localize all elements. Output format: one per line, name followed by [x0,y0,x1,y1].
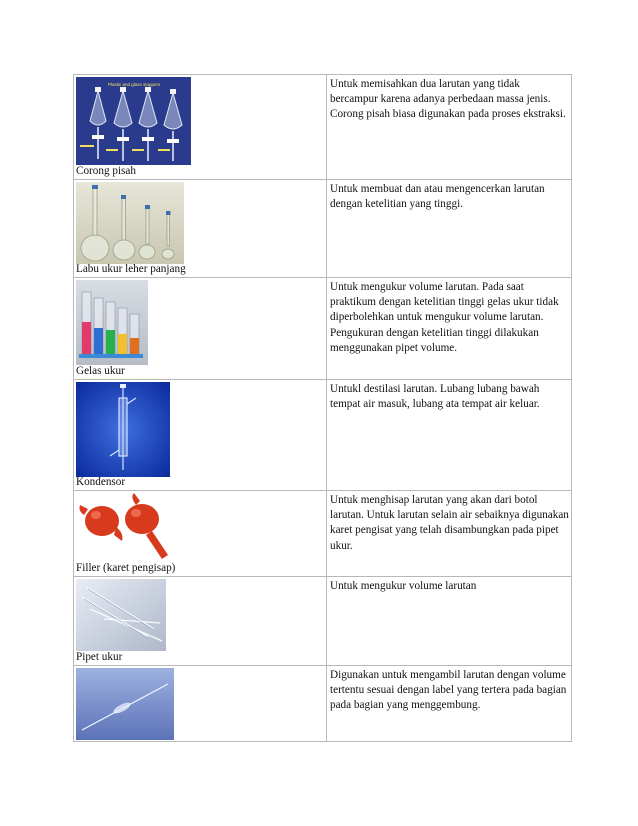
pipette-filler-image [76,493,176,563]
table-row [74,380,572,491]
measuring-pipette-image [76,579,166,651]
volumetric-pipette-image [76,668,174,740]
equipment-table [73,74,572,742]
equipment-name: Pipet ukur [76,651,123,663]
image-cell [74,278,327,380]
table-row [74,577,572,666]
equipment-name: Labu ukur leher panjang [76,263,186,275]
description-cell: Untuk mengukur volume larutan [327,577,572,666]
equipment-name: Corong pisah [76,165,136,177]
description-cell: Untuk menghisap larutan yang akan dari botol larutan. Untuk larutan selain air sebaiknya digunakan karet pengisat yang telah disambungkan pada pipet ukur. [327,491,572,577]
table-row [74,180,572,278]
table-row [74,75,572,180]
table-row [74,491,572,577]
image-cell [74,380,327,491]
table-row [74,666,572,742]
description-cell: Untuk mengukur volume larutan. Pada saat praktikum dengan ketelitian tinggi gelas ukur tidak diperbolehkan untuk mengukur volume larutan. Pengukuran dengan ketelitian tinggi dilakukan menggunakan pipet volume. [327,278,572,380]
separatory-funnel-image [76,77,191,165]
image-cell [74,180,327,278]
description-cell: Digunakan untuk mengambil larutan dengan volume tertentu sesuai dengan label yang tertera pada bagian pada bagian yang menggembung. [327,666,572,742]
image-cell [74,666,327,742]
equipment-name: Gelas ukur [76,365,125,377]
condenser-image [76,382,170,477]
equipment-name: Kondensor [76,476,126,488]
description-cell: Untuk memisahkan dua larutan yang tidak bercampur karena adanya perbedaan massa jenis. Corong pisah biasa digunakan pada proses ekstraksi. [327,75,572,180]
description-cell: Untukl destilasi larutan. Lubang lubang bawah tempat air masuk, lubang ata tempat air keluar. [327,380,572,491]
image-cell [74,75,327,180]
image-cell [74,577,327,666]
table-row [74,278,572,380]
graduated-cylinder-image [76,280,148,365]
equipment-name: Filler (karet pengisap) [76,562,176,574]
volumetric-flask-image [76,182,184,264]
image-cell [74,491,327,577]
description-cell: Untuk membuat dan atau mengencerkan larutan dengan ketelitian yang tinggi. [327,180,572,278]
image-label: Plastic and glass stoppers [108,82,161,87]
